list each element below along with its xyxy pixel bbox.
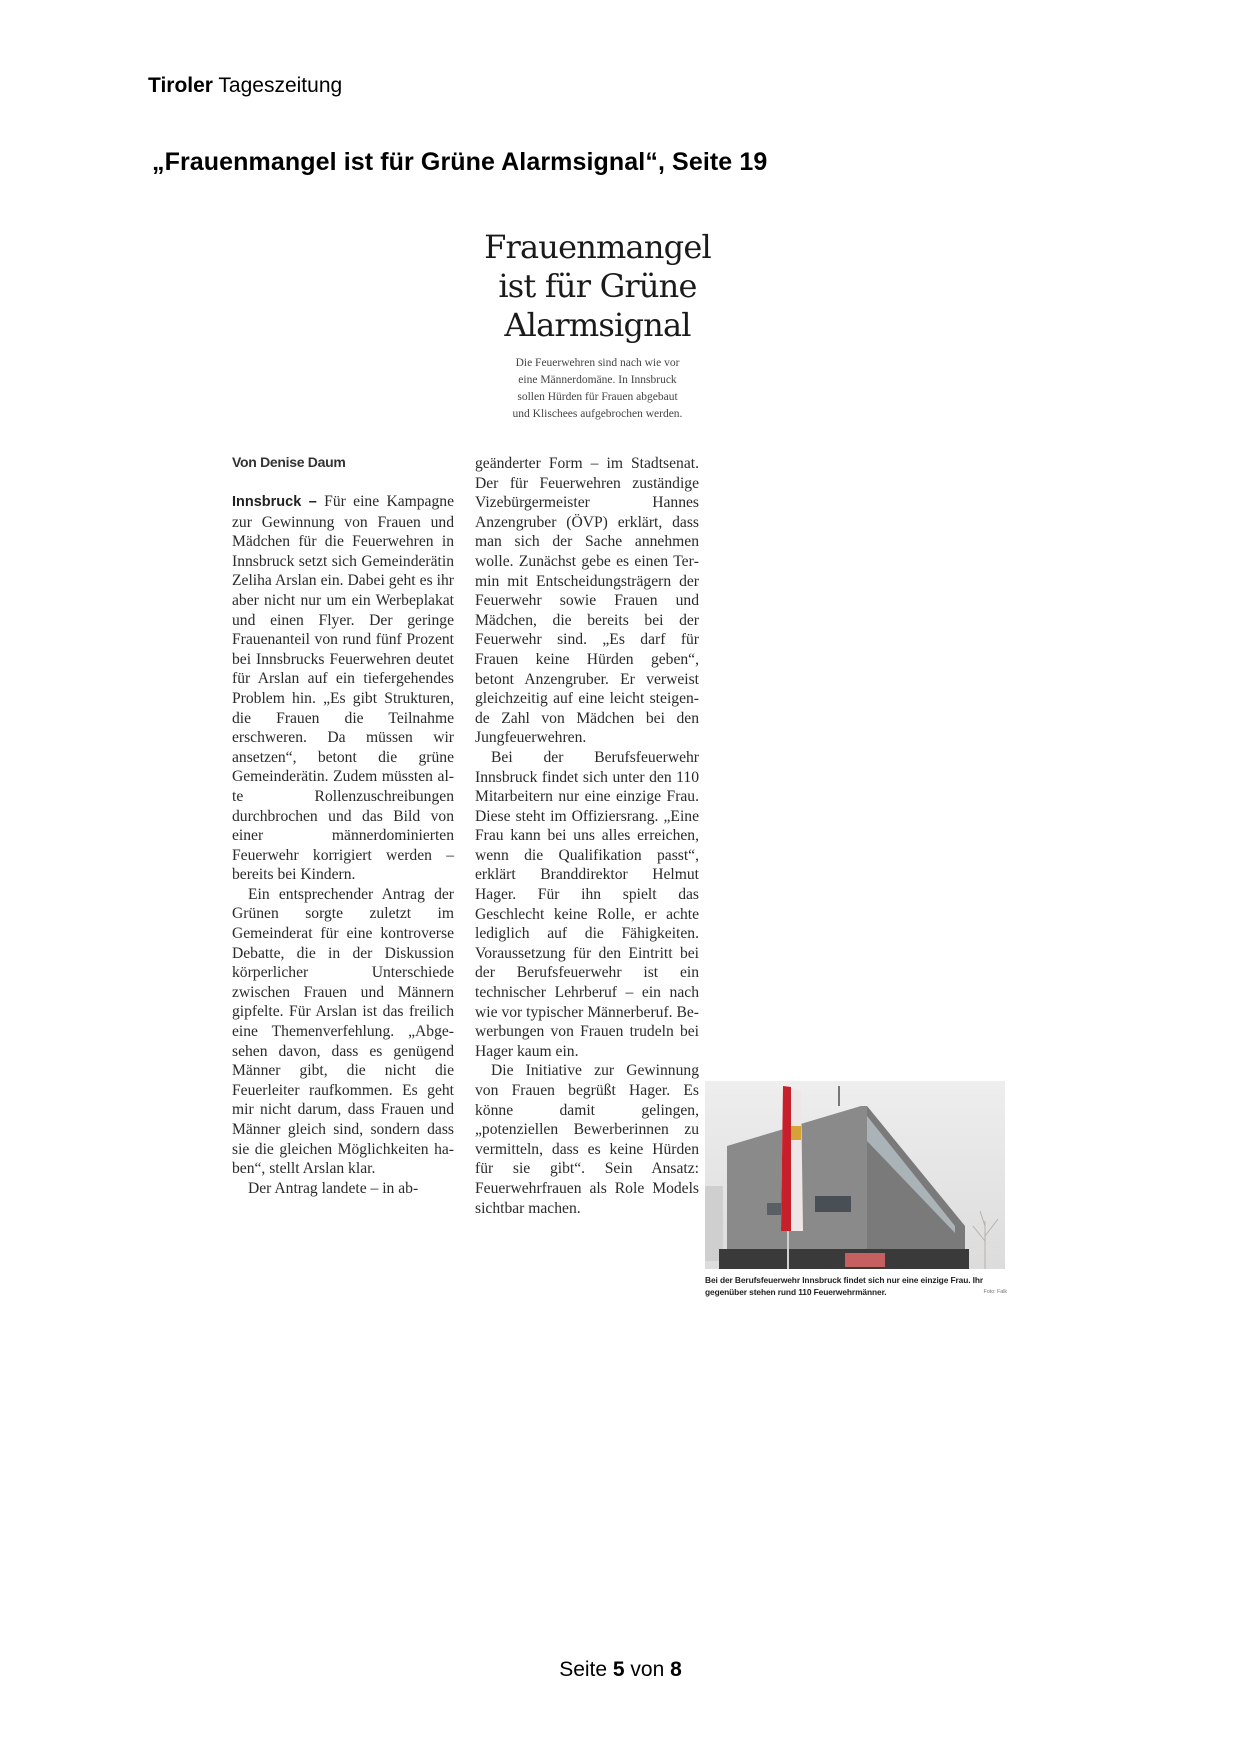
dek-line: Die Feuerwehren sind nach wie vor <box>515 357 680 369</box>
article-paragraph: Die Initiative zur Gewinnung von Frauen begrüßt Hager. Es könne damit gelingen, „potenziellen Bewerberinnen zu vermitteln, dass es keine Hürden für sie gibt“. Sein Ansatz: Feuerwehrfrauen als Role Models sichtbar machen. <box>475 1062 699 1217</box>
dek-line: sollen Hürden für Frauen abgebaut <box>517 391 678 403</box>
article-column-1 <box>232 492 454 1198</box>
red-door-area <box>845 1253 885 1267</box>
article-photo <box>705 1081 1005 1269</box>
article-byline: Von Denise Daum <box>232 454 346 470</box>
fire-station-photo-image <box>705 1081 1005 1269</box>
publication-name-rest: Tageszeitung <box>212 74 343 97</box>
current-page-number: 5 <box>612 1658 625 1681</box>
photo-caption <box>705 1274 1007 1298</box>
document-title: „Frauenmangel ist für Grüne Alarmsignal“, Seite 19 <box>152 148 768 176</box>
article-paragraph: Der Antrag landete – in ab- <box>248 1179 419 1197</box>
article-column-2 <box>475 454 699 1218</box>
dek-line: eine Männerdomäne. In Innsbruck <box>518 374 677 386</box>
article-paragraph: geänderter Form – im Stadtsenat. Der für Feuerwehren zuständige Vizebürgermeister Hannes Anzengruber (ÖVP) erklärt, dass man sich der Sache annehmen wolle. Zunächst gebe es einen Termin mit Entscheidungsträgern der Feuerwehr sowie Frauen und Mädchen, die bereits bei der Feuerwehr sind. „Es darf für Frauen keine Hürden geben“, betont Anzengruber. Er verweist gleichzeitig auf eine leicht steigende Zahl von Mädchen bei den Jungfeuerwehren. <box>475 455 699 747</box>
dek-line: und Klischees aufgebrochen werden. <box>512 408 683 420</box>
footer-middle: von <box>624 1658 671 1681</box>
article-paragraph: Ein entsprechender Antrag der Grünen sorgte zuletzt im Gemeinderat für eine kontroverse Debatte, die in der Diskussion körperlicher Unterschiede zwischen Frauen und Männern gipfelte. Für Arslan ist das freilich eine Themenverfehlung. „Abgesehen davon, dass es genügend Männer gibt, die nicht die Feuerleiter raufkommen. Es geht mir nicht darum, dass Frauen und Männer gleich sind, sondern dass sie die gleichen Möglichkeiten haben“, stellt Arslan klar. <box>232 885 454 1178</box>
total-page-count: 8 <box>670 1658 682 1681</box>
dateline: Innsbruck – <box>232 494 317 510</box>
article-headline <box>475 228 720 345</box>
paragraph-text: Für eine Kampagne zur Gewinnung von Frauen und Mädchen für die Feuerwehren in Innsbruck setzt sich Gemeinderätin Zeliha Arslan ein. Dabei geht es ihr aber nicht nur um ein Werbeplakat und einen Flyer. Der geringe Frauenanteil von rund fünf Prozent bei Innsbrucks Feuerwehren deutet für Arslan auf ein tiefergehendes Problem hin. „Es gibt Strukturen, die Frauen die Teilnahme erschweren. Da müssen wir ansetzen“, betont die grüne Gemeinderätin. Zudem müssten alte Rollenzuschreibungen durchbrochen und das Bild von einer männerdominierten Feuerwehr korrigiert werden – bereits bei Kindern. <box>232 493 454 884</box>
article-paragraph: Bei der Berufsfeuerwehr Innsbruck findet sich unter den 110 Mitarbeitern nur eine einzige Frau. Diese steht im Offiziersrang. „Eine Frau kann bei uns alles erreichen, wenn die Qualifikation passt“, erklärt Branddirektor Helmut Hager. Für ihn spielt das Geschlecht keine Rolle, er achte lediglich auf die Fähigkeiten. Voraussetzung für den Eintritt bei der Berufsfeuerwehr ist ein technischer Lehrberuf – ein nach wie vor typischer Männerberuf. Bewerbungen von Frauen trudeln bei Hager kaum ein. <box>475 748 699 1060</box>
window <box>815 1196 851 1212</box>
photo-credit: Foto: Falk <box>983 1289 1007 1295</box>
flag-emblem <box>791 1126 801 1140</box>
footer-prefix: Seite <box>559 1658 613 1681</box>
article-paragraph <box>232 492 454 885</box>
article-subheadline <box>475 355 720 423</box>
caption-text: Bei der Berufsfeuerwehr Innsbruck findet sich nur eine einzige Frau. Ihr gegenüber stehen rund 110 Feuerwehrmänner. <box>705 1275 984 1297</box>
ground-floor <box>719 1249 969 1269</box>
publication-header <box>148 74 342 98</box>
page-footer <box>0 1658 1241 1682</box>
publication-name-bold: Tiroler <box>148 74 213 97</box>
headline-line: Alarmsignal <box>504 306 691 344</box>
newspaper-clipping <box>225 228 1010 1308</box>
headline-line: Frauenmangel <box>484 228 711 266</box>
headline-line: ist für Grüne <box>498 267 697 305</box>
